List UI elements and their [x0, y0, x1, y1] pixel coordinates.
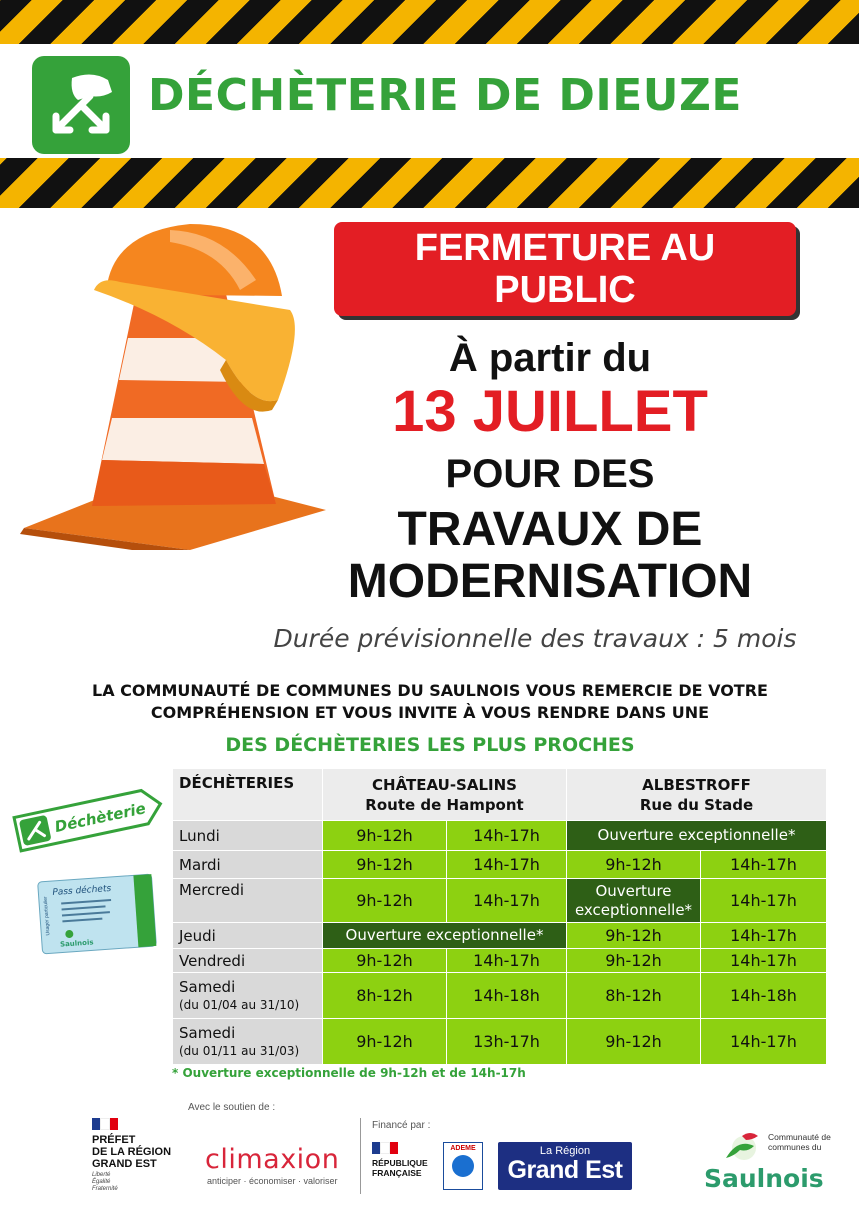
- french-flag-icon: [372, 1142, 398, 1154]
- climaxion-tagline: anticiper · économiser · valoriser: [207, 1176, 338, 1186]
- hours-cell: 14h-17h: [701, 1019, 827, 1065]
- nearest-centres-heading: DES DÉCHÈTERIES LES PLUS PROCHES: [225, 734, 635, 756]
- thanks-line2: COMPRÉHENSION ET VOUS INVITE À VOUS RENDRE DANS UNE: [150, 703, 710, 722]
- table-row: [173, 879, 827, 923]
- table-row: [173, 949, 827, 973]
- hazard-stripe-top: [0, 0, 859, 44]
- ademe-logo: [443, 1142, 483, 1190]
- site1-name: CHÂTEAU-SALINS: [372, 775, 517, 794]
- thanks-message: [40, 680, 820, 724]
- day-vendredi: Vendredi: [173, 949, 323, 973]
- traffic-cone-helmet-icon: [20, 210, 330, 550]
- hours-cell: 9h-12h: [323, 851, 447, 879]
- hours-cell: 9h-12h: [323, 821, 447, 851]
- works-duration: Durée prévisionnelle des travaux : 5 mois: [273, 624, 797, 653]
- closure-banner-line2: PUBLIC: [494, 269, 636, 311]
- exceptional-line1: Ouverture: [595, 881, 672, 900]
- card-brand: Saulnois: [59, 938, 94, 949]
- day-samedi-summer: [173, 973, 323, 1019]
- hours-cell: 14h-17h: [447, 949, 567, 973]
- day-jeudi: Jeudi: [173, 923, 323, 949]
- table-header-row: [173, 769, 827, 821]
- saulnois-cc-line2: communes du: [768, 1142, 822, 1152]
- announce-date: 13 JUILLET: [392, 379, 708, 444]
- saulnois-name: Saulnois: [704, 1164, 824, 1193]
- exceptional-opening-cell: Ouverture exceptionnelle*: [323, 923, 567, 949]
- prefet-logo: [92, 1118, 192, 1193]
- day-period: (du 01/11 au 31/03): [179, 1043, 300, 1058]
- climaxion-logo: climaxion: [205, 1144, 340, 1175]
- ademe-label: ADEME: [450, 1145, 476, 1152]
- day-mercredi: Mercredi: [173, 879, 323, 923]
- announce-works-line1: TRAVAUX DE: [397, 503, 703, 556]
- region-label: La Région: [539, 1145, 591, 1157]
- exceptional-line2: exceptionnelle*: [574, 900, 693, 919]
- announce-from: À partir du: [448, 336, 652, 380]
- closure-banner-line1: FERMETURE AU: [414, 227, 716, 269]
- hours-cell: 9h-12h: [323, 879, 447, 923]
- page-title: DÉCHÈTERIE DE DIEUZE: [148, 70, 742, 121]
- hours-cell: 9h-12h: [567, 949, 701, 973]
- hours-cell: 9h-12h: [567, 923, 701, 949]
- site1-address: Route de Hampont: [365, 795, 524, 814]
- hours-cell: 9h-12h: [323, 1019, 447, 1065]
- card-title: Pass déchets: [52, 883, 112, 899]
- table-row: [173, 851, 827, 879]
- republique-logo: [372, 1142, 436, 1178]
- hours-cell: 14h-17h: [447, 879, 567, 923]
- card-side-label: Usager particulier: [42, 896, 52, 936]
- announce-works-line2: MODERNISATION: [347, 555, 753, 608]
- hours-cell: 14h-17h: [701, 851, 827, 879]
- header: [0, 44, 859, 158]
- saulnois-emblem-icon: [718, 1128, 764, 1168]
- hours-cell: 14h-17h: [447, 821, 567, 851]
- rf-line1: RÉPUBLIQUE: [372, 1158, 428, 1168]
- sign-label: Déchèterie: [53, 799, 148, 837]
- table-row: [173, 1019, 827, 1065]
- prefet-line3: GRAND EST: [92, 1158, 157, 1170]
- hours-cell: 14h-18h: [701, 973, 827, 1019]
- day-mardi: Mardi: [173, 851, 323, 879]
- recycling-hand-icon: [32, 56, 130, 154]
- saulnois-cc-line1: Communauté de: [768, 1132, 831, 1142]
- opening-hours-table: [172, 768, 827, 1065]
- day-period: (du 01/04 au 31/10): [179, 997, 300, 1012]
- hours-cell: 14h-18h: [447, 973, 567, 1019]
- hazard-stripe-middle: [0, 158, 859, 208]
- site-albestroff: [567, 769, 827, 821]
- motto-line3: Fraternité: [92, 1186, 118, 1192]
- announce-for: POUR DES: [445, 452, 655, 496]
- globe-icon: [452, 1155, 474, 1177]
- table-row: [173, 821, 827, 851]
- exceptional-opening-cell: [567, 879, 701, 923]
- saulnois-cc: [768, 1132, 831, 1152]
- region-grand-est-logo: [498, 1142, 632, 1190]
- hours-cell: 9h-12h: [567, 851, 701, 879]
- region-name: Grand Est: [507, 1156, 623, 1184]
- closure-banner: [334, 222, 796, 316]
- table-row: [173, 923, 827, 949]
- motto-line1: Liberté: [92, 1172, 111, 1178]
- day-label: Samedi: [179, 1023, 236, 1042]
- pass-dechets-card-icon: [36, 872, 158, 956]
- hours-cell: 14h-17h: [701, 879, 827, 923]
- day-lundi: Lundi: [173, 821, 323, 851]
- table-head-label: DÉCHÈTERIES: [173, 769, 323, 821]
- sponsor-divider: [360, 1118, 361, 1194]
- hours-cell: 14h-17h: [701, 923, 827, 949]
- hours-cell: 13h-17h: [447, 1019, 567, 1065]
- french-flag-icon: [92, 1118, 118, 1130]
- hours-cell: 8h-12h: [567, 973, 701, 1019]
- hours-cell: 9h-12h: [323, 949, 447, 973]
- site2-name: ALBESTROFF: [642, 775, 751, 794]
- prefet-line2: DE LA RÉGION: [92, 1146, 172, 1158]
- prefet-line1: PRÉFET: [92, 1134, 136, 1146]
- dechetterie-sign-icon: [10, 784, 168, 854]
- thanks-line1: LA COMMUNAUTÉ DE COMMUNES DU SAULNOIS VOUS REMERCIE DE VOTRE: [92, 681, 768, 700]
- table-row: [173, 973, 827, 1019]
- exceptional-opening-cell: Ouverture exceptionnelle*: [567, 821, 827, 851]
- motto-line2: Égalité: [92, 1179, 111, 1185]
- exceptional-opening-note: * Ouverture exceptionnelle de 9h-12h et de 14h-17h: [172, 1066, 526, 1080]
- prefet-motto: [92, 1172, 192, 1193]
- saulnois-logo: [700, 1126, 840, 1198]
- hours-cell: 8h-12h: [323, 973, 447, 1019]
- support-label: Avec le soutien de :: [188, 1102, 276, 1113]
- announce-works: [290, 504, 810, 608]
- site2-address: Rue du Stade: [639, 795, 754, 814]
- funded-label: Financé par :: [372, 1120, 431, 1131]
- hours-cell: 14h-17h: [447, 851, 567, 879]
- day-label: Samedi: [179, 977, 236, 996]
- hours-cell: 9h-12h: [567, 1019, 701, 1065]
- rf-line2: FRANÇAISE: [372, 1168, 422, 1178]
- day-samedi-winter: [173, 1019, 323, 1065]
- site-chateau-salins: [323, 769, 567, 821]
- hours-cell: 14h-17h: [701, 949, 827, 973]
